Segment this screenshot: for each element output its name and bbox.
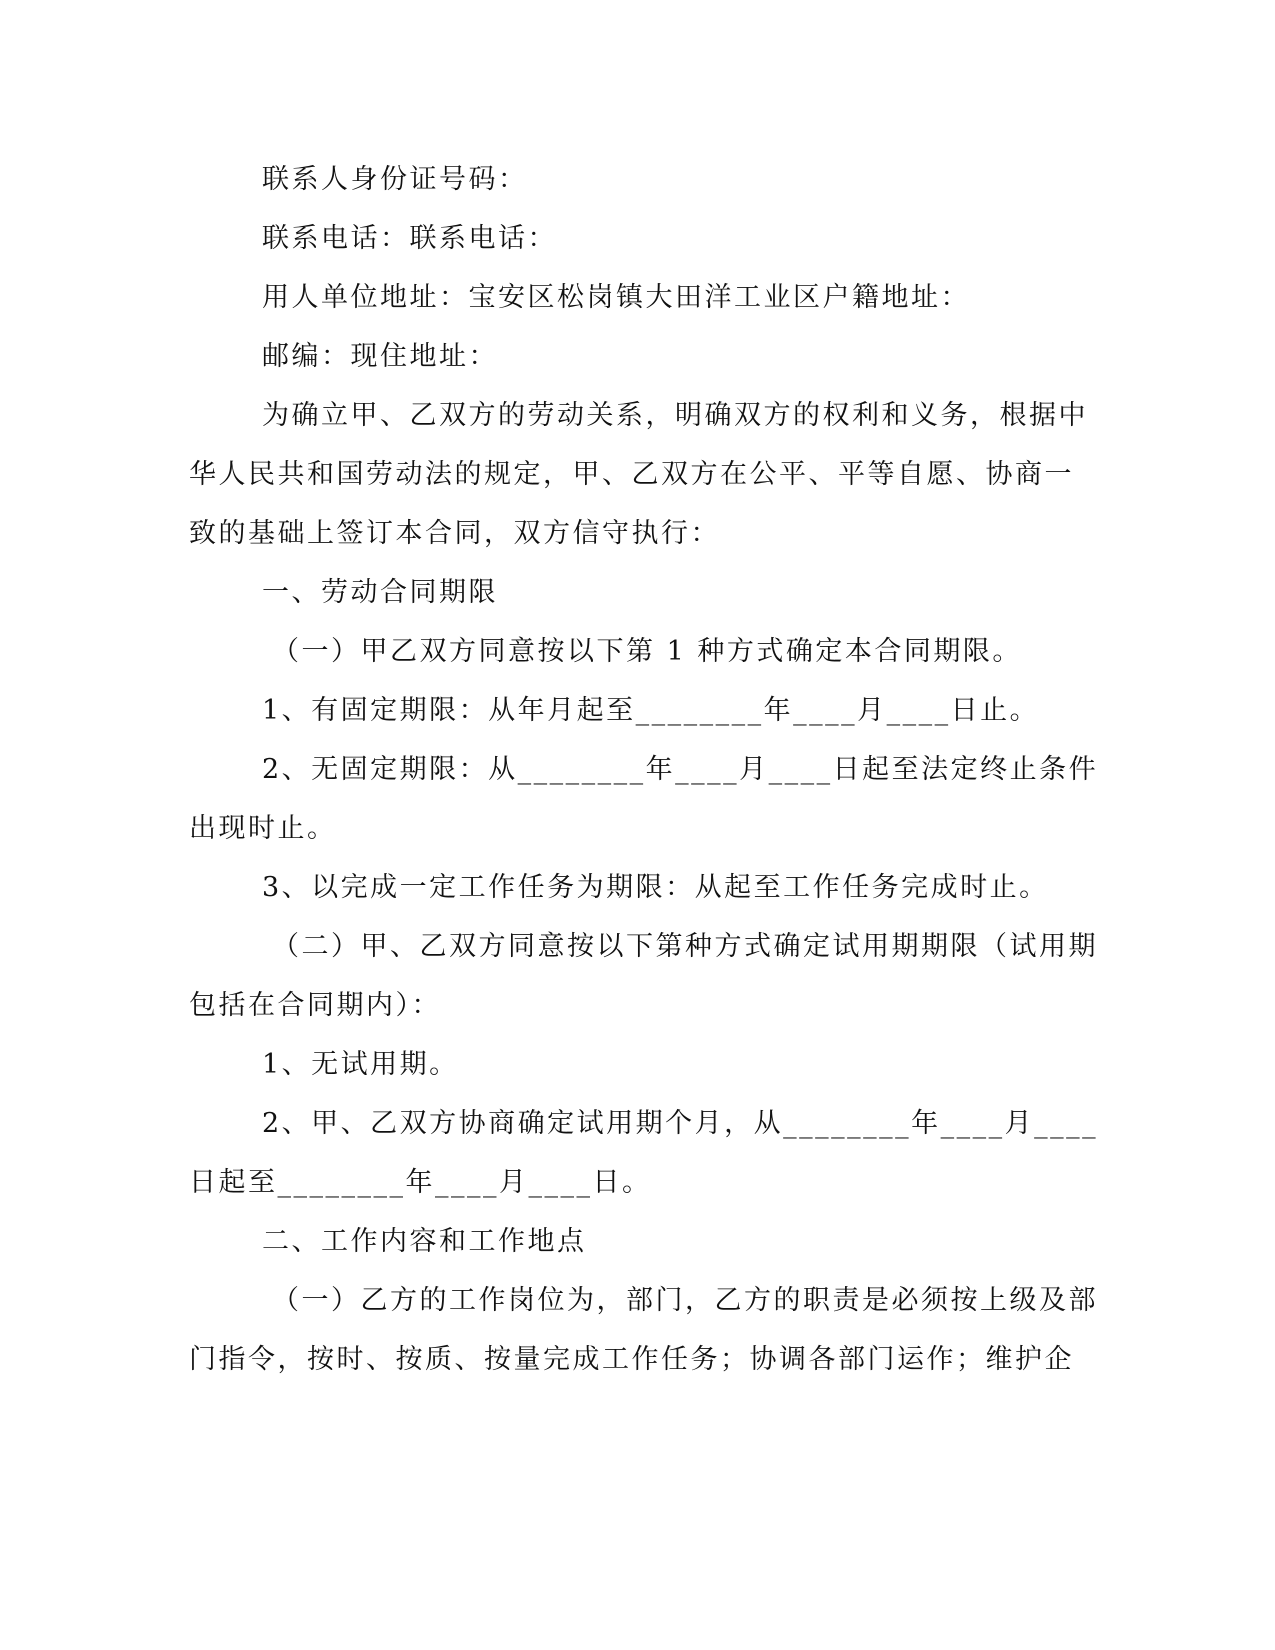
clause-open-term-line-1: 2、无固定期限：从________年____月____日起至法定终止条件 <box>262 754 1099 785</box>
clause-no-probation: 1、无试用期。 <box>262 1049 459 1080</box>
clause-job-duties-line-1: （一）乙方的工作岗位为，部门，乙方的职责是必须按上级及部 <box>272 1285 1098 1316</box>
preamble-line-2: 华人民共和国劳动法的规定，甲、乙双方在公平、平等自愿、协商一 <box>189 459 1074 490</box>
clause-probation-period-line-1: 2、甲、乙双方协商确定试用期个月，从________年____月____ <box>262 1108 1099 1139</box>
employer-address-line: 用人单位地址：宝安区松岗镇大田洋工业区户籍地址： <box>262 282 970 313</box>
clause-probation-method-line-2: 包括在合同期内）： <box>189 990 441 1021</box>
clause-probation-method-line-1: （二）甲、乙双方同意按以下第种方式确定试用期期限（试用期 <box>272 931 1098 962</box>
clause-probation-period-line-2: 日起至________年____月____日。 <box>189 1167 652 1198</box>
clause-fixed-term: 1、有固定期限：从年月起至________年____月____日止。 <box>262 695 1040 726</box>
section-heading-work-content: 二、工作内容和工作地点 <box>262 1226 587 1257</box>
contact-id-number-line: 联系人身份证号码： <box>262 164 528 195</box>
section-heading-contract-term: 一、劳动合同期限 <box>262 577 498 608</box>
clause-open-term-line-2: 出现时止。 <box>189 813 337 844</box>
preamble-line-1: 为确立甲、乙双方的劳动关系，明确双方的权利和义务，根据中 <box>262 400 1088 431</box>
clause-term-method: （一）甲乙双方同意按以下第 1 种方式确定本合同期限。 <box>272 636 1022 667</box>
preamble-line-3: 致的基础上签订本合同，双方信守执行： <box>189 518 720 549</box>
contact-phone-line: 联系电话：联系电话： <box>262 223 557 254</box>
clause-task-based-term: 3、以完成一定工作任务为期限：从起至工作任务完成时止。 <box>262 872 1049 903</box>
postcode-address-line: 邮编：现住地址： <box>262 341 498 372</box>
clause-job-duties-line-2: 门指令，按时、按质、按量完成工作任务；协调各部门运作；维护企 <box>189 1344 1074 1375</box>
